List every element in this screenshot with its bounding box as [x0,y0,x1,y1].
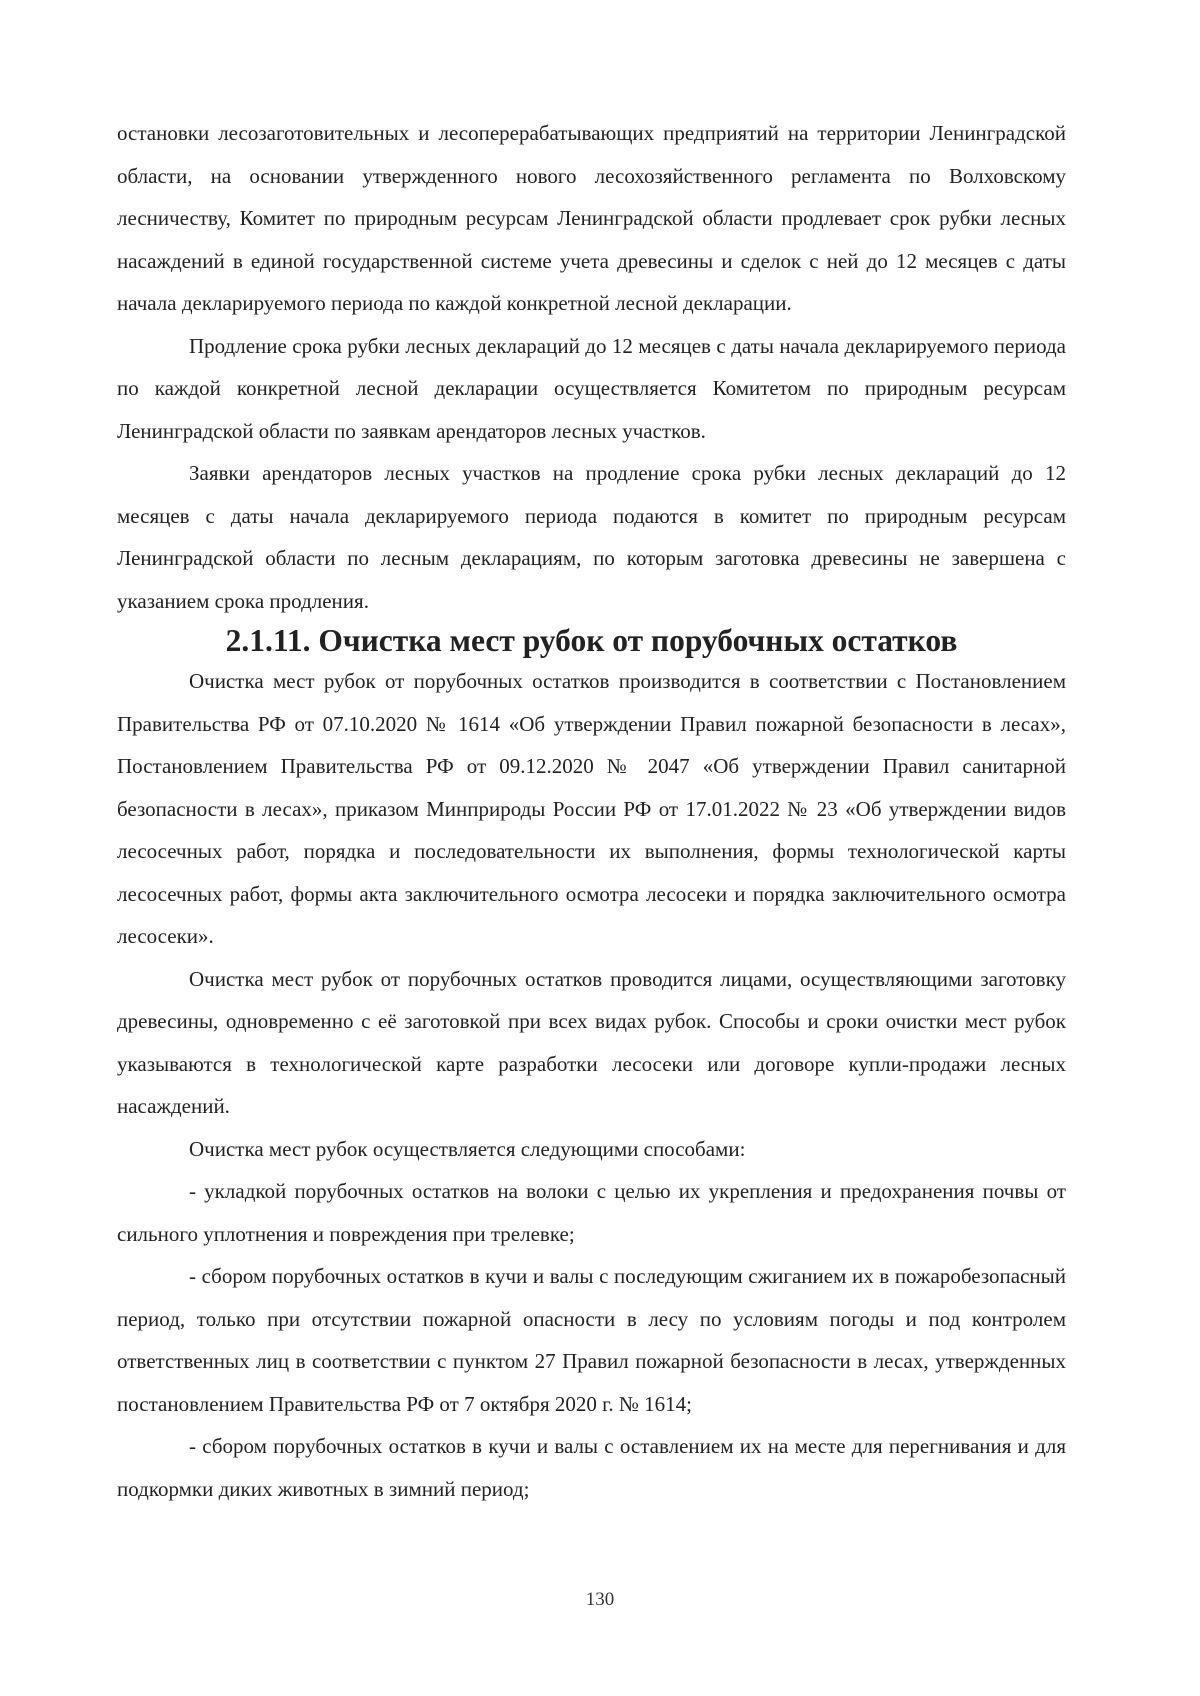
section-heading: 2.1.11. Очистка мест рубок от порубочных остатков [225,623,958,658]
list-item-piling-and-burning: - сбором порубочных остатков в кучи и валы с последующим сжиганием их в пожаробезопасный период, только при отсутствии пожарной опасности в лесу по условиям погоды и под контролем ответственных лиц в соответствии с пунктом 27 Правил пожарной безопасности в лесах, утвержденных постановлением Правительства РФ от 7 октября 2020 г. № 1614; [117,1264,1066,1416]
paragraph-methods-intro: Очистка мест рубок осуществляется следующими способами: [189,1136,746,1161]
page-number: 130 [585,1589,615,1610]
paragraph-tenant-applications: Заявки арендаторов лесных участков на продление срока рубки лесных деклараций до 12 месяцев с даты начала декларируемого периода подаются в комитет по природным ресурсам Ленинградской области по лесным декларациям, по которым заготовка древесины не завершена с указанием срока продления. [117,461,1066,613]
document-page [117,112,1066,1510]
paragraph-extension-procedure: Продление срока рубки лесных деклараций до 12 месяцев с даты начала декларируемого периода по каждой конкретной лесной декларации осуществляется Комитетом по природным ресурсам Ленинградской области по заявкам арендаторов лесных участков. [117,333,1066,443]
list-item-laying-on-skid-trails: - укладкой порубочных остатков на волоки с целью их укрепления и предохранения почвы от сильного уплотнения и повреждения при трелевке; [117,1179,1066,1246]
paragraph-continuation: остановки лесозаготовительных и лесоперерабатывающих предприятий на территории Ленинградской области, на основании утвержденного нового лесохозяйственного регламента по Волховскому лесничеству, Комитет по природным ресурсам Ленинградской области продлевает срок рубки лесных насаждений в единой государственной системе учета древесины и сделок с ней до 12 месяцев с даты начала декларируемого периода по каждой конкретной лесной декларации. [117,121,1066,315]
paragraph-cleaning-responsibility: Очистка мест рубок от порубочных остатков проводится лицами, осуществляющими заготовку древесины, одновременно с её заготовкой при всех видах рубок. Способы и сроки очистки мест рубок указываются в технологической карте разработки лесосеки или договоре купли-продажи лесных насаждений. [117,966,1066,1118]
list-item-piling-and-leaving: - сбором порубочных остатков в кучи и валы с оставлением их на месте для перегнивания и для подкормки диких животных в зимний период; [117,1434,1066,1501]
paragraph-regulations: Очистка мест рубок от порубочных остатков производится в соответствии с Постановлением Правительства РФ от 07.10.2020 № 1614 «Об утверждении Правил пожарной безопасности в лесах», Постановлением Правительства РФ от 09.12.2020 № 2047 «Об утверждении Правил санитарной безопасности в лесах», приказом Минприроды России РФ от 17.01.2022 № 23 «Об утверждении видов лесосечных работ, порядка и последовательности их выполнения, формы технологической карты лесосечных работ, формы акта заключительного осмотра лесосеки и порядка заключительного осмотра лесосеки». [117,669,1066,948]
